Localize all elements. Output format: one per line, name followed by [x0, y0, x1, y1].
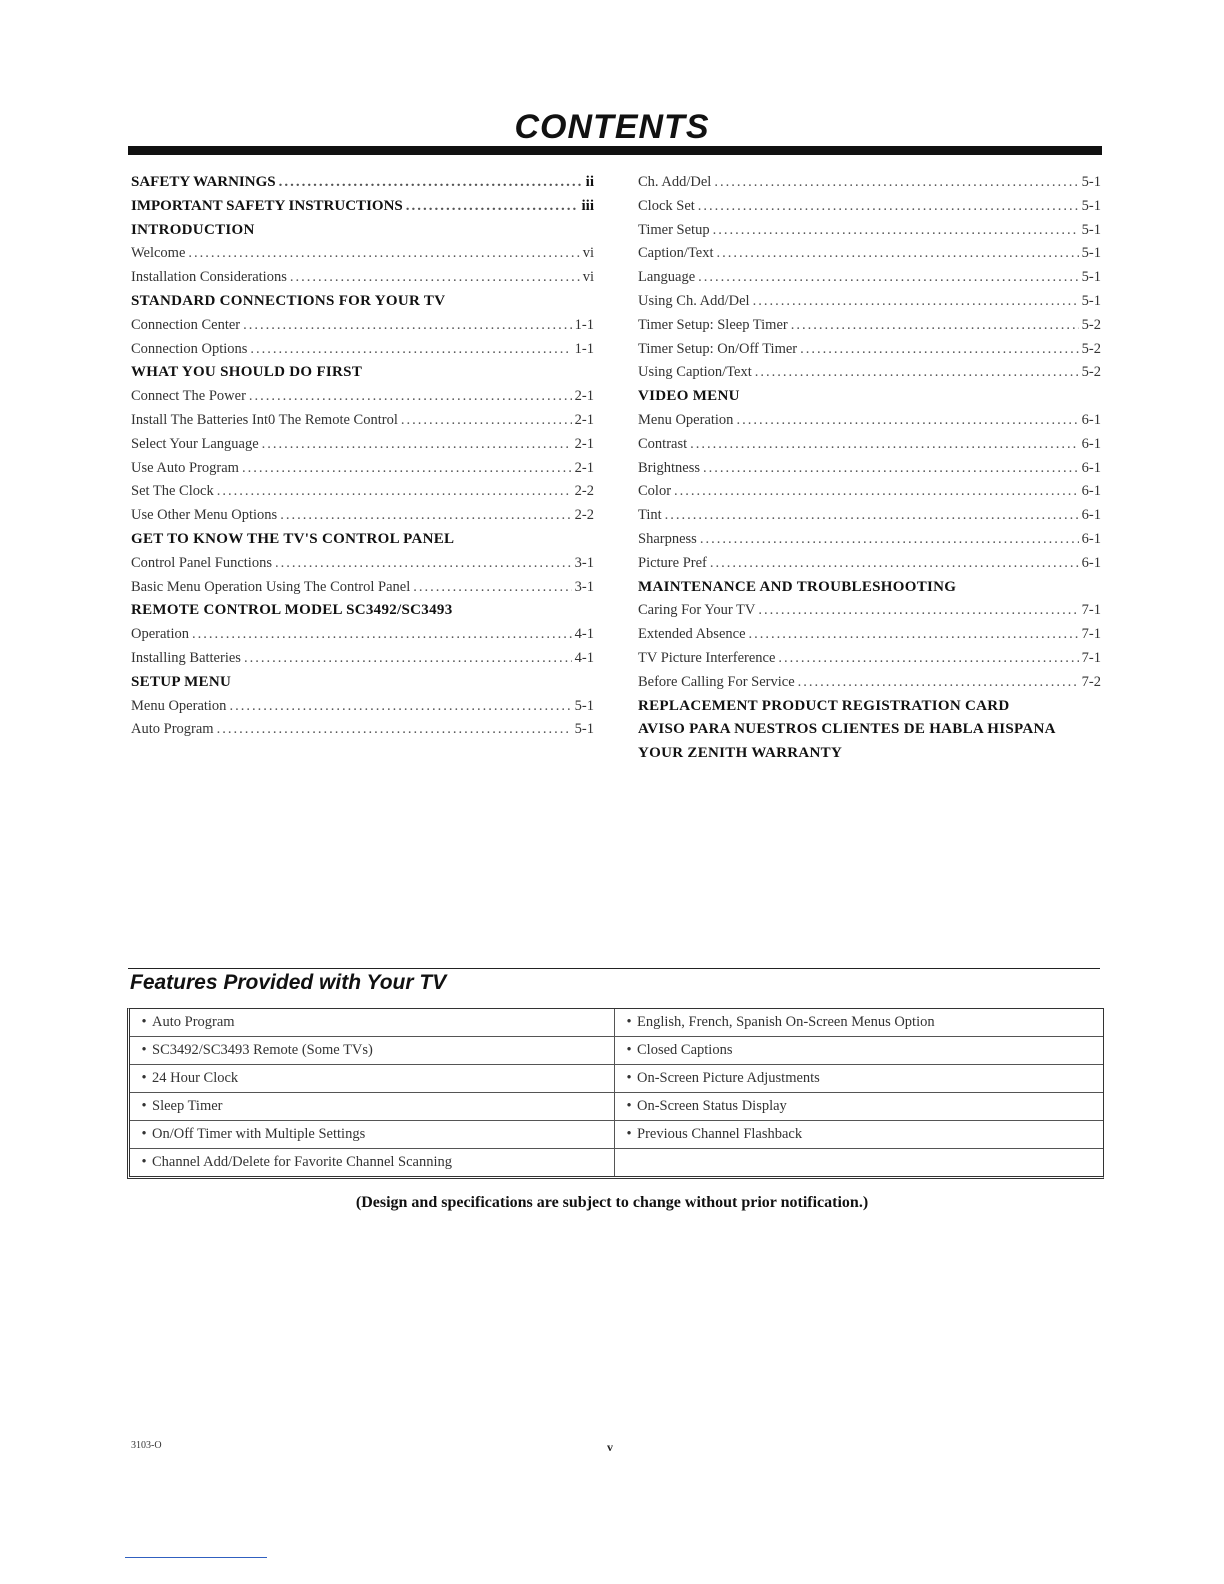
toc-entry-label: Menu Operation — [131, 697, 227, 714]
toc-page-number: 2-1 — [574, 459, 594, 476]
toc-entry-label: Install The Batteries Int0 The Remote Control — [131, 411, 398, 428]
toc-section-heading: INTRODUCTION — [131, 221, 255, 238]
dot-leader — [406, 195, 579, 219]
bullet-icon: • — [626, 1014, 632, 1030]
features-row — [130, 1093, 1103, 1121]
feature-text: On-Screen Picture Adjustments — [637, 1070, 820, 1086]
dot-leader — [192, 623, 572, 647]
dot-leader — [703, 457, 1079, 481]
toc-entry — [638, 338, 1101, 362]
dot-leader — [798, 671, 1079, 695]
dot-leader — [713, 219, 1079, 243]
toc-page-number: 5-1 — [1081, 174, 1101, 190]
toc-entry-label: Timer Setup: On/Off Timer — [638, 340, 798, 357]
toc-entry-label: Timer Setup — [638, 221, 710, 238]
toc-right-column — [638, 171, 1101, 766]
toc-section-heading: VIDEO MENU — [638, 388, 740, 405]
toc-entry-label: Caring For Your TV — [638, 602, 756, 619]
toc-page-number: 7-1 — [1081, 602, 1101, 619]
toc-page-number: 7-1 — [1081, 626, 1101, 643]
toc-entry — [638, 314, 1101, 338]
dot-leader — [755, 361, 1079, 385]
dot-leader — [262, 433, 572, 457]
feature-text: Closed Captions — [637, 1042, 733, 1058]
toc-entry-label: Select Your Language — [131, 435, 259, 452]
toc-page-number: 2-1 — [574, 388, 594, 405]
bullet-icon: • — [141, 1070, 147, 1086]
feature-text: English, French, Spanish On-Screen Menus Option — [637, 1014, 935, 1030]
toc-page-number: vi — [582, 269, 594, 286]
dot-leader — [778, 647, 1078, 671]
toc-entry-label: Brightness — [638, 459, 701, 476]
toc-entry — [638, 242, 1101, 266]
toc-entry-label: Control Panel Functions — [131, 554, 272, 571]
dot-leader — [700, 528, 1079, 552]
toc-page-number: 5-1 — [1081, 245, 1101, 262]
bullet-icon: • — [141, 1126, 147, 1142]
toc-page-number: 6-1 — [1081, 530, 1101, 547]
toc-entry-label: Caption/Text — [638, 245, 714, 262]
toc-entry — [131, 695, 594, 719]
dot-leader — [736, 409, 1078, 433]
dot-leader — [401, 409, 572, 433]
toc-entry-label: Connection Options — [131, 340, 248, 357]
toc-entry — [638, 552, 1101, 576]
features-row — [130, 1065, 1103, 1093]
bullet-icon: • — [141, 1154, 147, 1170]
toc-entry — [638, 623, 1101, 647]
toc-left-column — [131, 171, 594, 742]
toc-entry — [638, 671, 1101, 695]
toc-entry-label: Clock Set — [638, 197, 695, 214]
toc-page-number: 1-1 — [574, 340, 594, 357]
feature-cell — [130, 1121, 614, 1148]
dot-leader — [749, 623, 1079, 647]
specifications-note: (Design and specifications are subject to change without prior notification.) — [355, 1194, 869, 1211]
toc-entry-label: Installing Batteries — [131, 649, 241, 666]
toc-page-number: 2-1 — [574, 435, 594, 452]
dot-leader — [717, 242, 1079, 266]
features-title: Features Provided with Your TV — [130, 971, 447, 994]
toc-entry — [638, 433, 1101, 457]
toc-entry — [131, 718, 594, 742]
features-table — [127, 1008, 1104, 1179]
dot-leader — [800, 338, 1079, 362]
toc-entry-label: Auto Program — [131, 721, 214, 738]
dot-leader — [413, 576, 571, 600]
toc-entry — [131, 576, 594, 600]
feature-text: Sleep Timer — [152, 1098, 223, 1114]
dot-leader — [710, 552, 1079, 576]
dot-leader — [674, 480, 1079, 504]
toc-entry — [131, 647, 594, 671]
dot-leader — [250, 338, 571, 362]
feature-text: On/Off Timer with Multiple Settings — [152, 1126, 366, 1142]
bullet-icon: • — [626, 1070, 632, 1086]
title-rule — [128, 146, 1102, 155]
feature-text: 24 Hour Clock — [152, 1070, 239, 1086]
dot-leader — [698, 266, 1078, 290]
dot-leader — [188, 242, 579, 266]
toc-section-heading — [131, 171, 594, 195]
toc-page-number: 5-2 — [1081, 340, 1101, 357]
toc-entry-label: Use Auto Program — [131, 459, 239, 476]
dot-leader — [244, 647, 572, 671]
toc-section-heading: REMOTE CONTROL MODEL SC3492/SC3493 — [131, 602, 453, 619]
toc-page-number: 2-1 — [574, 411, 594, 428]
features-row — [130, 1149, 1103, 1176]
page-title: CONTENTS — [514, 108, 710, 146]
toc-page-number: 5-2 — [1081, 364, 1101, 381]
toc-section-heading: WHAT YOU SHOULD DO FIRST — [131, 364, 363, 381]
toc-entry-label: Ch. Add/Del — [638, 174, 712, 190]
toc-section-heading: REPLACEMENT PRODUCT REGISTRATION CARD — [638, 697, 1010, 714]
toc-page-number: 1-1 — [574, 316, 594, 333]
feature-text: Auto Program — [152, 1014, 235, 1030]
feature-cell — [130, 1149, 614, 1176]
dot-leader — [714, 171, 1078, 195]
toc-entry-label: Color — [638, 483, 672, 500]
toc-entry — [638, 171, 1101, 195]
toc-page-number: 5-1 — [1081, 221, 1101, 238]
toc-page-number: 6-1 — [1081, 554, 1101, 571]
toc-entry — [131, 457, 594, 481]
toc-entry-label: Using Ch. Add/Del — [638, 292, 750, 309]
toc-section-heading — [131, 195, 594, 219]
toc-page-number: 2-2 — [574, 483, 594, 500]
dot-leader — [242, 457, 572, 481]
feature-text: Channel Add/Delete for Favorite Channel Scanning — [152, 1154, 452, 1170]
toc-entry — [638, 528, 1101, 552]
toc-page-number: 5-1 — [1081, 269, 1101, 286]
dot-leader — [279, 171, 583, 195]
toc-page-number: 7-2 — [1081, 673, 1101, 690]
feature-text: SC3492/SC3493 Remote (Some TVs) — [152, 1042, 373, 1058]
toc-entry — [638, 361, 1101, 385]
feature-text: Previous Channel Flashback — [637, 1126, 803, 1142]
toc-page-number: 5-2 — [1081, 316, 1101, 333]
dot-leader — [290, 266, 580, 290]
toc-entry — [131, 242, 594, 266]
toc-entry-label: Welcome — [131, 245, 186, 262]
page-number: v — [607, 1440, 613, 1454]
features-row — [130, 1121, 1103, 1149]
toc-entry — [638, 290, 1101, 314]
dot-leader — [280, 504, 571, 528]
toc-entry-label: Basic Menu Operation Using The Control Panel — [131, 578, 411, 595]
feature-cell — [614, 1037, 1103, 1064]
bullet-icon: • — [626, 1126, 632, 1142]
dot-leader — [275, 552, 572, 576]
toc-page-number: 5-1 — [1081, 197, 1101, 214]
toc-section-heading: YOUR ZENITH WARRANTY — [638, 745, 843, 762]
toc-page-number: 3-1 — [574, 578, 594, 595]
toc-page-number: ii — [585, 174, 594, 190]
toc-page-number: 5-1 — [1081, 292, 1101, 309]
toc-entry-label: Before Calling For Service — [638, 673, 795, 690]
toc-page-number: 6-1 — [1081, 507, 1101, 524]
feature-cell — [614, 1093, 1103, 1120]
toc-entry — [638, 219, 1101, 243]
toc-entry — [131, 338, 594, 362]
toc-page-number: 2-2 — [574, 507, 594, 524]
feature-cell — [130, 1037, 614, 1064]
toc-page-number: 5-1 — [574, 721, 594, 738]
toc-entry-label: Menu Operation — [638, 411, 734, 428]
toc-entry-label: Operation — [131, 626, 189, 643]
toc-section-heading: STANDARD CONNECTIONS FOR YOUR TV — [131, 292, 446, 309]
toc-entry-label: Extended Absence — [638, 626, 746, 643]
feature-cell — [130, 1065, 614, 1092]
toc-entry — [638, 480, 1101, 504]
dot-leader — [243, 314, 572, 338]
toc-entry — [638, 457, 1101, 481]
toc-page-number: 6-1 — [1081, 459, 1101, 476]
toc-entry-label: IMPORTANT SAFETY INSTRUCTIONS — [131, 197, 403, 214]
toc-section-heading: AVISO PARA NUESTROS CLIENTES DE HABLA HISPANA — [638, 721, 1056, 738]
feature-cell — [614, 1065, 1103, 1092]
feature-cell — [614, 1009, 1103, 1036]
toc-entry-label: Contrast — [638, 435, 688, 452]
toc-entry — [638, 647, 1101, 671]
feature-text: On-Screen Status Display — [637, 1098, 787, 1114]
dot-leader — [665, 504, 1079, 528]
footer-rule — [125, 1557, 267, 1558]
toc-entry — [638, 195, 1101, 219]
toc-section-heading: MAINTENANCE AND TROUBLESHOOTING — [638, 578, 957, 595]
toc-page-number: 7-1 — [1081, 649, 1101, 666]
toc-entry — [131, 409, 594, 433]
toc-page-number: vi — [582, 245, 594, 262]
toc-entry — [638, 504, 1101, 528]
bullet-icon: • — [626, 1098, 632, 1114]
feature-cell — [130, 1093, 614, 1120]
toc-entry-label: Timer Setup: Sleep Timer — [638, 316, 788, 333]
bullet-icon: • — [626, 1042, 632, 1058]
toc-entry — [638, 409, 1101, 433]
toc-entry — [131, 314, 594, 338]
toc-entry — [131, 266, 594, 290]
toc-entry — [131, 504, 594, 528]
toc-entry-label: Set The Clock — [131, 483, 214, 500]
toc-entry — [638, 599, 1101, 623]
toc-entry-label: Sharpness — [638, 530, 697, 547]
toc-entry-label: Language — [638, 269, 696, 286]
dot-leader — [229, 695, 571, 719]
feature-cell — [614, 1121, 1103, 1148]
dot-leader — [690, 433, 1079, 457]
toc-page-number: 6-1 — [1081, 483, 1101, 500]
toc-entry-label: Connection Center — [131, 316, 241, 333]
feature-cell — [614, 1149, 1103, 1176]
features-row — [130, 1037, 1103, 1065]
dot-leader — [217, 480, 572, 504]
dot-leader — [249, 385, 572, 409]
toc-page-number: 4-1 — [574, 626, 594, 643]
bullet-icon: • — [141, 1014, 147, 1030]
toc-entry — [131, 623, 594, 647]
toc-page-number: 6-1 — [1081, 411, 1101, 428]
toc-entry-label: Installation Considerations — [131, 269, 287, 286]
toc-entry — [131, 385, 594, 409]
toc-entry-label: TV Picture Interference — [638, 649, 776, 666]
bullet-icon: • — [141, 1042, 147, 1058]
dot-leader — [758, 599, 1078, 623]
document-code: 3103-O — [131, 1440, 162, 1451]
feature-cell — [130, 1009, 614, 1036]
toc-entry-label: Picture Pref — [638, 554, 707, 571]
toc-page-number: iii — [581, 197, 594, 214]
toc-section-heading: SETUP MENU — [131, 673, 232, 690]
toc-page-number: 4-1 — [574, 649, 594, 666]
toc-entry-label: Tint — [638, 507, 662, 524]
features-rule — [128, 968, 1100, 969]
dot-leader — [217, 718, 572, 742]
bullet-icon: • — [141, 1098, 147, 1114]
toc-entry — [131, 552, 594, 576]
toc-entry-label: Connect The Power — [131, 388, 246, 405]
dot-leader — [698, 195, 1079, 219]
toc-page-number: 6-1 — [1081, 435, 1101, 452]
toc-entry — [638, 266, 1101, 290]
toc-entry-label: Use Other Menu Options — [131, 507, 278, 524]
dot-leader — [753, 290, 1079, 314]
toc-page-number: 3-1 — [574, 554, 594, 571]
toc-entry — [131, 433, 594, 457]
toc-entry — [131, 480, 594, 504]
toc-entry-label: SAFETY WARNINGS — [131, 174, 276, 190]
dot-leader — [791, 314, 1079, 338]
toc-entry-label: Using Caption/Text — [638, 364, 752, 381]
features-row — [130, 1009, 1103, 1037]
toc-page-number: 5-1 — [574, 697, 594, 714]
toc-section-heading: GET TO KNOW THE TV'S CONTROL PANEL — [131, 530, 455, 547]
